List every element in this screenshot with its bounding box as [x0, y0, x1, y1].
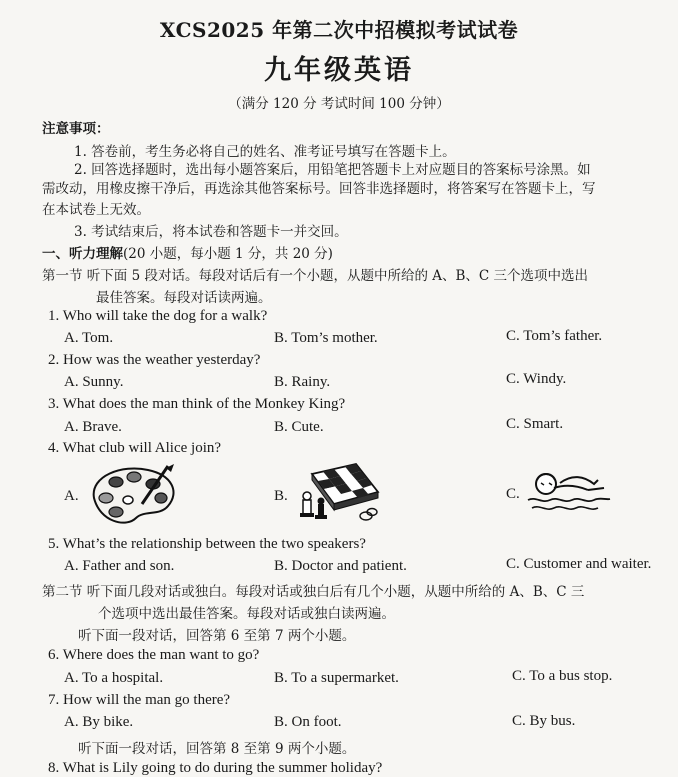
question-3-option-c: C. Smart. — [506, 416, 564, 432]
question-6-option-c: C. To a bus stop. — [512, 668, 613, 684]
question-3-stem: 3. What does the man think of the Monkey King? — [48, 396, 346, 412]
question-4-option-a: A. — [64, 488, 79, 504]
section1-instruction-line-1: 第一节 听下面 5 段对话。每段对话后有一个小题，从题中所给的 A、B、C 三个选项中选出 — [42, 268, 589, 284]
question-5-option-c: C. Customer and waiter. — [506, 556, 652, 572]
notice-item-2-line-2: 需改动，用橡皮擦干净后，再选涂其他答案标号。回答非选择题时，将答案写在答题卡上，写 — [42, 181, 596, 197]
question-7-option-c: C. By bus. — [512, 713, 576, 729]
question-3-option-b: B. Cute. — [274, 419, 324, 435]
question-1-stem: 1. Who will take the dog for a walk? — [48, 308, 268, 324]
question-5-option-b: B. Doctor and patient. — [274, 558, 407, 574]
question-4-option-b: B. — [274, 488, 288, 504]
chess-board-icon — [294, 460, 380, 528]
part1-heading-note: (20 小题，每小题 1 分，共 20 分) — [123, 246, 333, 262]
instruction-questions-8-9: 听下面一段对话，回答第 8 至第 9 两个小题。 — [78, 741, 356, 757]
notice-item-1: 1. 答卷前，考生务必将自己的姓名、准考证号填写在答题卡上。 — [74, 144, 456, 160]
question-2-stem: 2. How was the weather yesterday? — [48, 352, 261, 368]
question-6-option-a: A. To a hospital. — [64, 670, 164, 686]
question-2-option-c: C. Windy. — [506, 371, 567, 387]
exam-info: （满分 120 分 考试时间 100 分钟） — [228, 96, 450, 112]
notice-heading: 注意事项： — [42, 121, 110, 137]
question-5-option-a: A. Father and son. — [64, 558, 175, 574]
question-2-option-a: A. Sunny. — [64, 374, 124, 390]
question-1-option-a: A. Tom. — [64, 330, 114, 346]
question-1-option-b: B. Tom’s mother. — [274, 330, 378, 346]
question-7-stem: 7. How will the man go there? — [48, 692, 231, 708]
subject-title: 九年级英语 — [264, 55, 414, 86]
painting-palette-icon — [86, 462, 182, 528]
question-6-stem: 6. Where does the man want to go? — [48, 647, 260, 663]
section1-instruction-line-2: 最佳答案。每段对话读两遍。 — [96, 290, 272, 306]
question-1-option-c: C. Tom’s father. — [506, 328, 603, 344]
exam-title: XCS2025 年第二次中招模拟考试试卷 — [159, 18, 519, 42]
swimmer-icon — [526, 466, 612, 524]
notice-item-2-line-1: 2. 回答选择题时，选出每小题答案后，用铅笔把答题卡上对应题目的答案标号涂黑。如 — [74, 162, 591, 178]
section2-instruction-line-2: 个选项中选出最佳答案。每段对话或独白读两遍。 — [98, 606, 395, 622]
question-7-option-b: B. On foot. — [274, 714, 342, 730]
instruction-questions-6-7: 听下面一段对话，回答第 6 至第 7 两个小题。 — [78, 628, 356, 644]
question-2-option-b: B. Rainy. — [274, 374, 331, 390]
question-7-option-a: A. By bike. — [64, 714, 134, 730]
part1-heading — [42, 242, 333, 262]
question-5-stem: 5. What’s the relationship between the two speakers? — [48, 536, 366, 552]
question-3-option-a: A. Brave. — [64, 419, 122, 435]
question-4-option-c: C. — [506, 486, 520, 502]
notice-item-2-line-3: 在本试卷上无效。 — [42, 202, 150, 218]
section2-instruction-line-1: 第二节 听下面几段对话或独白。每段对话或独白后有几个小题，从题中所给的 A、B、C 三 — [42, 584, 585, 600]
part1-heading-label: 一、听力理解 — [42, 246, 123, 262]
question-4-stem: 4. What club will Alice join? — [48, 440, 222, 456]
question-8-stem: 8. What is Lily going to do during the summer holiday? — [48, 760, 383, 776]
question-6-option-b: B. To a supermarket. — [274, 670, 399, 686]
notice-item-3: 3. 考试结束后，将本试卷和答题卡一并交回。 — [74, 224, 348, 240]
